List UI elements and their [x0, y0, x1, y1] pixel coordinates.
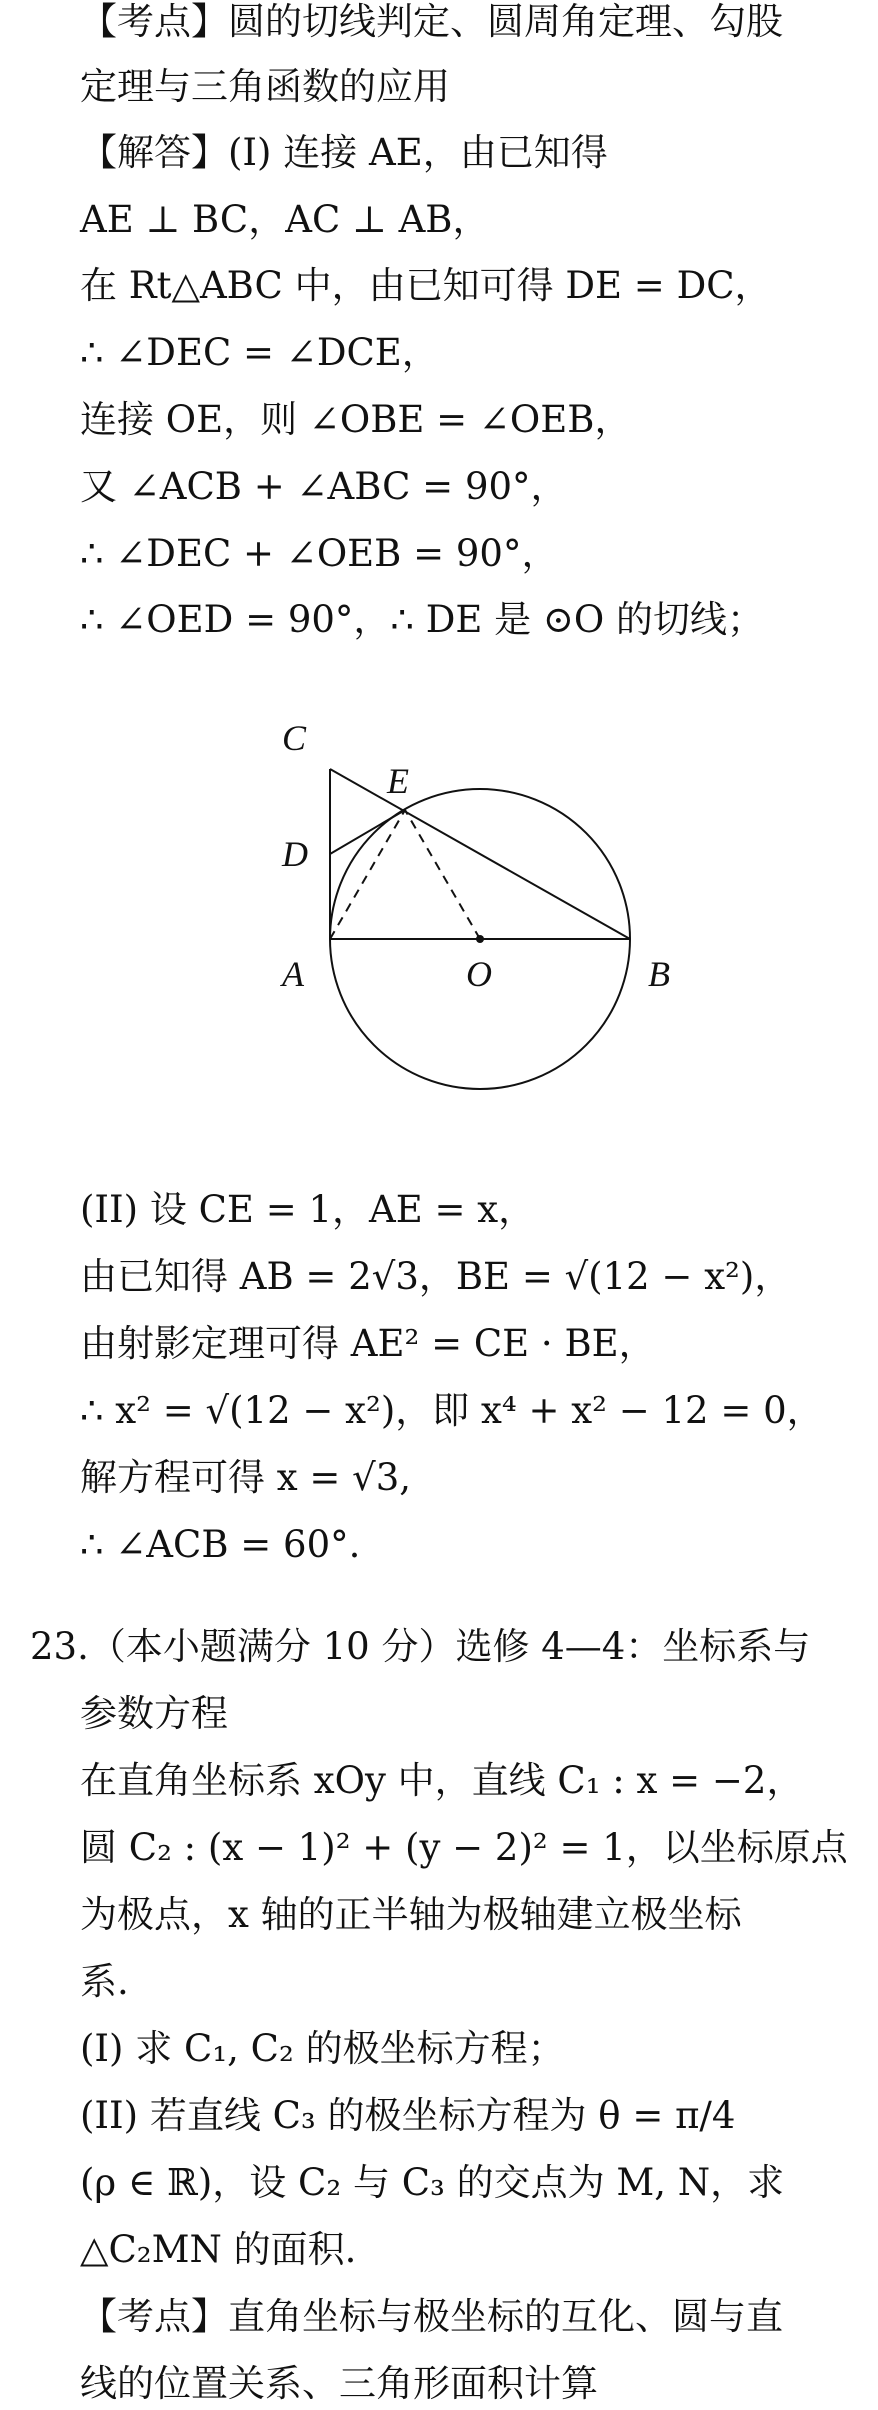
text-line-25: (ρ ∈ ℝ)，设 C₂ 与 C₃ 的交点为 M, N，求 [80, 2161, 785, 2204]
text-line-22: 系. [80, 1960, 129, 2003]
text-line-4: AE ⊥ BC，AC ⊥ AB， [80, 198, 490, 241]
text-line-7: 连接 OE，则 ∠OBE = ∠OEB， [80, 398, 632, 441]
text-line-27: 【考点】直角坐标与极坐标的互化、圆与直 [80, 2295, 783, 2338]
text-line-24: (II) 若直线 C₃ 的极坐标方程为 θ = π/4 [80, 2094, 736, 2137]
text-line-13: 由射影定理可得 AE² = CE · BE， [80, 1322, 656, 1365]
question-23-heading: 23.（本小题满分 10 分）选修 4—4：坐标系与 [30, 1625, 811, 1668]
text-line-19: 在直角坐标系 xOy 中，直线 C₁ : x = −2， [80, 1759, 804, 1802]
segment-cb [330, 769, 630, 939]
text-line-16: ∴ ∠ACB = 60°. [80, 1523, 361, 1566]
text-line-8: 又 ∠ACB + ∠ABC = 90°， [80, 465, 568, 508]
label-c: C [282, 718, 307, 758]
text-line-15: 解方程可得 x = √3, [80, 1456, 412, 1499]
text-line-12: 由已知得 AB = 2√3，BE = √(12 − x²)， [80, 1255, 792, 1298]
label-b: B [648, 954, 670, 994]
text-line-10: ∴ ∠OED = 90°，∴ DE 是 ⊙O 的切线； [80, 598, 765, 641]
label-d: D [282, 834, 308, 874]
center-dot [476, 935, 484, 943]
label-e: E [387, 761, 409, 801]
geometry-figure [0, 0, 878, 1150]
text-line-28: 线的位置关系、三角形面积计算 [80, 2362, 598, 2405]
text-line-14: ∴ x² = √(12 − x²)，即 x⁴ + x² − 12 = 0， [80, 1389, 824, 1432]
text-line-21: 为极点，x 轴的正半轴为极轴建立极坐标 [80, 1893, 742, 1936]
text-line-18: 参数方程 [80, 1692, 228, 1735]
label-o: O [466, 954, 492, 994]
text-line-11: (II) 设 CE = 1，AE = x， [80, 1188, 536, 1231]
text-line-3: 【解答】(I) 连接 AE，由已知得 [80, 131, 608, 174]
segment-de [330, 810, 405, 854]
text-line-26: △C₂MN 的面积. [80, 2228, 357, 2271]
segment-oe-dashed [405, 810, 480, 939]
text-line-9: ∴ ∠DEC + ∠OEB = 90°， [80, 532, 559, 575]
text-line-5: 在 Rt△ABC 中，由已知可得 DE = DC， [80, 264, 772, 307]
text-line-2: 定理与三角函数的应用 [80, 65, 450, 108]
label-a: A [282, 954, 304, 994]
text-line-23: (I) 求 C₁, C₂ 的极坐标方程； [80, 2027, 565, 2070]
text-line-1: 【考点】圆的切线判定、圆周角定理、勾股 [80, 0, 783, 43]
segment-ae-dashed [330, 810, 405, 939]
text-line-20: 圆 C₂ : (x − 1)² + (y − 2)² = 1，以坐标原点 [80, 1826, 848, 1869]
text-line-6: ∴ ∠DEC = ∠DCE， [80, 331, 439, 374]
